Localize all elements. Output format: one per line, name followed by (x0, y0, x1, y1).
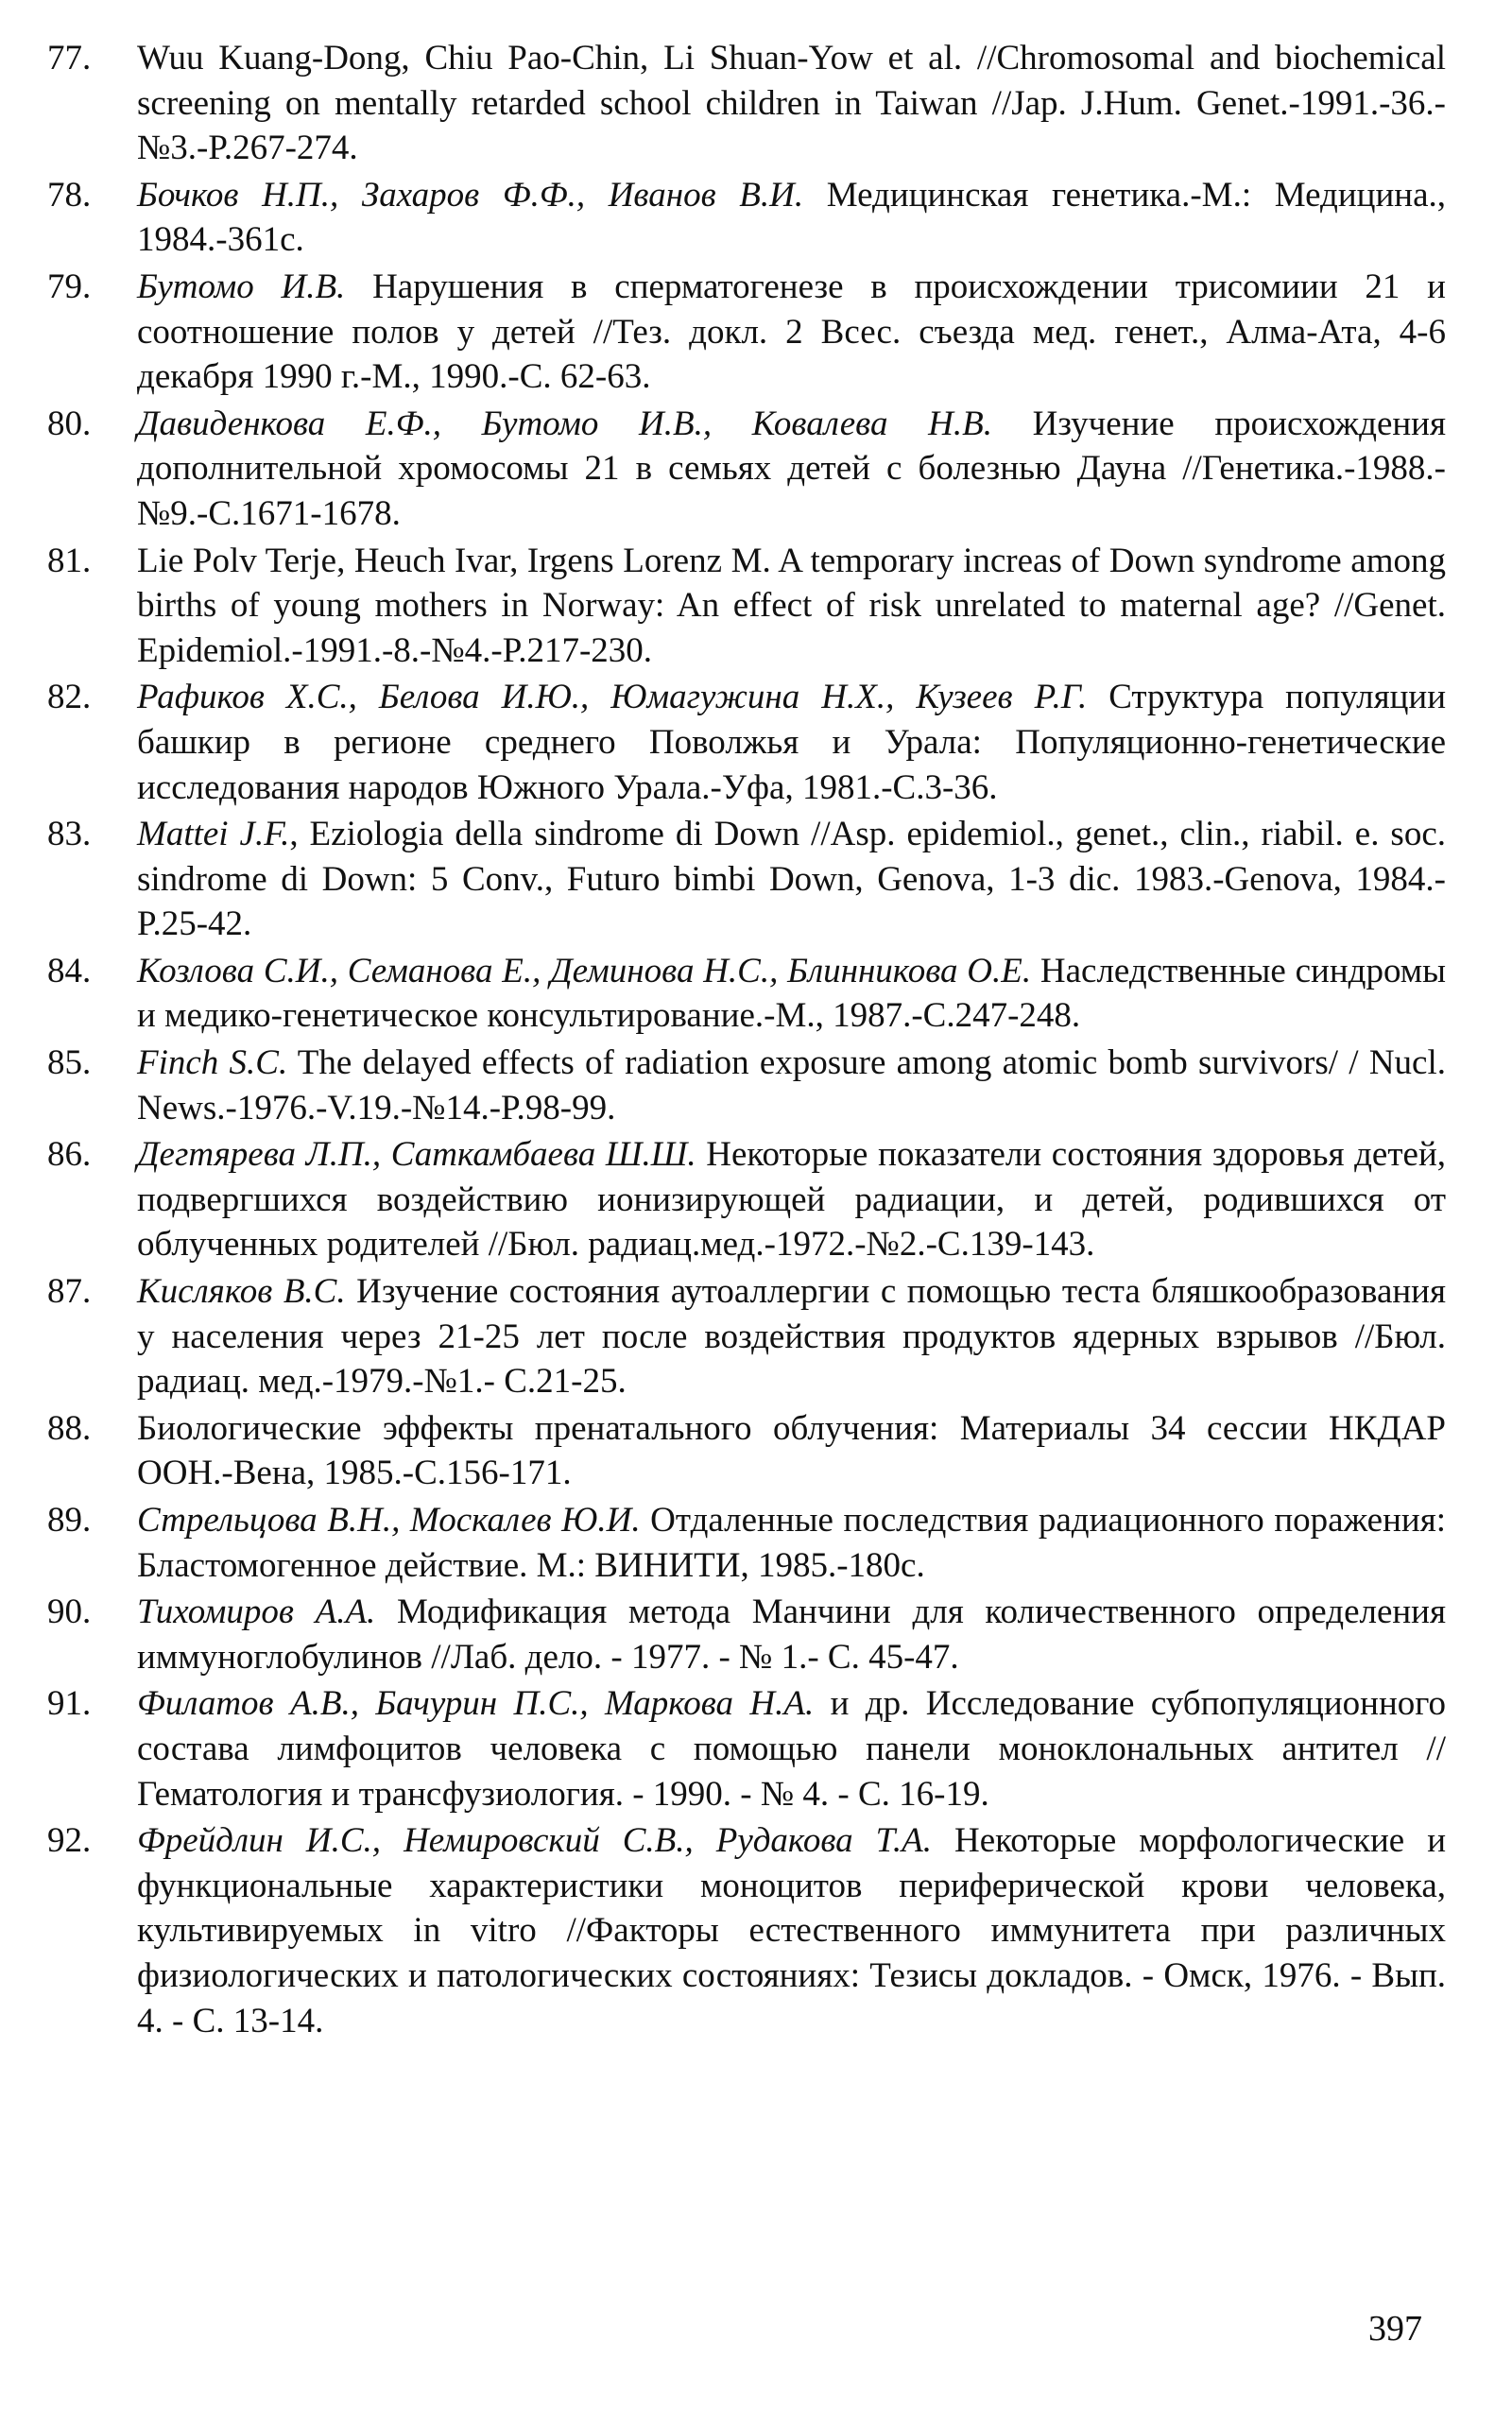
reference-text: Биологические эффекты пренатального облучения: Материалы 34 сессии НКДАР ООН.-Вена, 1985.-С.156-171. (137, 1408, 1446, 1493)
reference-authors: Finch S.C. (137, 1043, 288, 1083)
reference-entry (47, 949, 1446, 1039)
reference-number: 80. (47, 404, 92, 443)
reference-entry (47, 1681, 1446, 1816)
reference-authors: Кисляков В.С. (137, 1272, 346, 1312)
reference-entry (47, 36, 1446, 171)
reference-text: Изучение состояния аутоаллергии с помощью теста бляшкообразования у населения через 21-25 лет после воздействия продуктов ядерных взрывов //Бюл. радиац. мед.-1979.-№1.- С.21-25. (137, 1272, 1446, 1402)
reference-authors: Филатов А.В., Бачурин П.С., Маркова Н.А. (137, 1684, 815, 1724)
reference-authors: Mattei J.F. (137, 815, 290, 854)
reference-number: 85. (47, 1043, 92, 1083)
reference-entry (47, 1818, 1446, 2043)
reference-authors: Тихомиров А.А. (137, 1592, 376, 1632)
reference-number: 78. (47, 175, 92, 215)
reference-number: 89. (47, 1501, 92, 1540)
reference-number: 88. (47, 1408, 92, 1448)
reference-number: 90. (47, 1592, 92, 1632)
reference-entry (47, 402, 1446, 537)
reference-text: Структура популяции башкир в регионе среднего Поволжья и Урала: Популяционно-генетические исследования народов Южного Урала.-Уфа, 1981.-С.3-36. (137, 678, 1446, 807)
reference-text: Wuu Kuang-Dong, Chiu Pao-Chin, Li Shuan-Yow et al. //Chromosomal and biochemical screening on mentally retarded school children in Taiwan //Jap. J.Hum. Genet.-1991.-36.-№3.-P.267-274. (137, 39, 1446, 168)
reference-text: Наследственные синдромы и медико-генетическое консультирование.-М., 1987.-С.247-248. (137, 951, 1447, 1036)
reference-number: 86. (47, 1135, 92, 1175)
reference-entry (47, 265, 1446, 400)
reference-number: 87. (47, 1272, 92, 1312)
reference-authors: Козлова С.И., Семанова Е., Деминова Н.С., Блинникова О.Е. (137, 951, 1032, 990)
reference-authors: Фрейдлин И.С., Немировский С.В., Рудакова Т.А. (137, 1821, 932, 1861)
reference-entry (47, 1406, 1446, 1496)
reference-text: , Eziologia della sindrome di Down //Asp. epidemiol., genet., clin., riabil. e. soc. sindrome di Down: 5 Conv., Futuro bimbi Down, Genova, 1-3 dic. 1983.-Genova, 1984.-P.25-42. (137, 815, 1447, 944)
reference-entry (47, 1041, 1446, 1130)
reference-number: 81. (47, 541, 92, 580)
reference-text: Некоторые морфологические и функциональные характеристики моноцитов периферической крови человека, культивируемых in vitro //Факторы естественного иммунитета при различных физиологических и патологических состояниях: Тезисы докладов. - Омск, 1976. - Вып. 4. - С. 13-14. (137, 1821, 1446, 2040)
reference-entry (47, 812, 1446, 947)
reference-list (47, 36, 1446, 2045)
reference-authors: Дегтярева Л.П., Саткамбаева Ш.Ш. (137, 1135, 696, 1175)
reference-text: Изучение происхождения дополнительной хромосомы 21 в семьях детей с болезнью Дауна //Генетика.-1988.-№9.-С.1671-1678. (137, 404, 1446, 533)
reference-text: Медицинская генетика.-М.: Медицина., 1984.-361с. (137, 175, 1447, 260)
reference-text: Lie Polv Terje, Heuch Ivar, Irgens Lorenz M. A temporary increas of Down syndrome among births of young mothers in Norway: An effect of risk unrelated to maternal age? //Genet. Epidemiol.-1991.-8.-№4.-P.217-230. (137, 541, 1446, 670)
reference-number: 92. (47, 1821, 92, 1861)
reference-entry (47, 1498, 1446, 1588)
reference-authors: Давиденкова Е.Ф., Бутомо И.В., Ковалева Н.В. (137, 404, 992, 443)
reference-text: The delayed effects of radiation exposure among atomic bomb survivors/ / Nucl. News.-1976.-V.19.-№14.-P.98-99. (137, 1043, 1446, 1128)
reference-authors: Рафиков Х.С., Белова И.Ю., Юмагужина Н.Х., Кузеев Р.Г. (137, 678, 1088, 717)
reference-entry (47, 1132, 1446, 1267)
reference-text: Нарушения в сперматогенезе в происхождении трисомиии 21 и соотношение полов у детей //Тез. докл. 2 Всес. съезда мед. генет., Алма-Ата, 4-6 декабря 1990 г.-М., 1990.-С. 62-63. (137, 267, 1446, 397)
reference-text: Отдаленные последствия радиационного поражения: Бластомогенное действие. М.: ВИНИТИ, 1985.-180с. (137, 1501, 1446, 1585)
reference-authors: Бутомо И.В. (137, 267, 346, 306)
reference-text: Модификация метода Манчини для количественного определения иммуноглобулинов //Лаб. дело. - 1977. - № 1.- С. 45-47. (137, 1592, 1446, 1677)
reference-number: 91. (47, 1684, 92, 1724)
reference-number: 84. (47, 951, 92, 990)
reference-number: 79. (47, 267, 92, 306)
reference-entry (47, 675, 1446, 810)
reference-authors: Бочков Н.П., Захаров Ф.Ф., Иванов В.И. (137, 175, 804, 215)
reference-number: 82. (47, 678, 92, 717)
reference-entry (47, 539, 1446, 674)
reference-entry (47, 173, 1446, 263)
reference-authors: Стрельцова В.Н., Москалев Ю.И. (137, 1501, 641, 1540)
reference-text: и др. Исследование субпопуляционного состава лимфоцитов человека с помощью панели моноклональных антител //Гематология и трансфузиология. - 1990. - № 4. - С. 16-19. (137, 1684, 1447, 1814)
page-number: 397 (1368, 2309, 1422, 2349)
reference-text: Некоторые показатели состояния здоровья детей, подвергшихся воздействию ионизирующей радиации, и детей, родившихся от облученных родителей //Бюл. радиац.мед.-1972.-№2.-С.139-143. (137, 1135, 1446, 1265)
reference-entry (47, 1269, 1446, 1404)
reference-number: 83. (47, 815, 92, 854)
reference-entry (47, 1590, 1446, 1679)
reference-number: 77. (47, 39, 92, 77)
